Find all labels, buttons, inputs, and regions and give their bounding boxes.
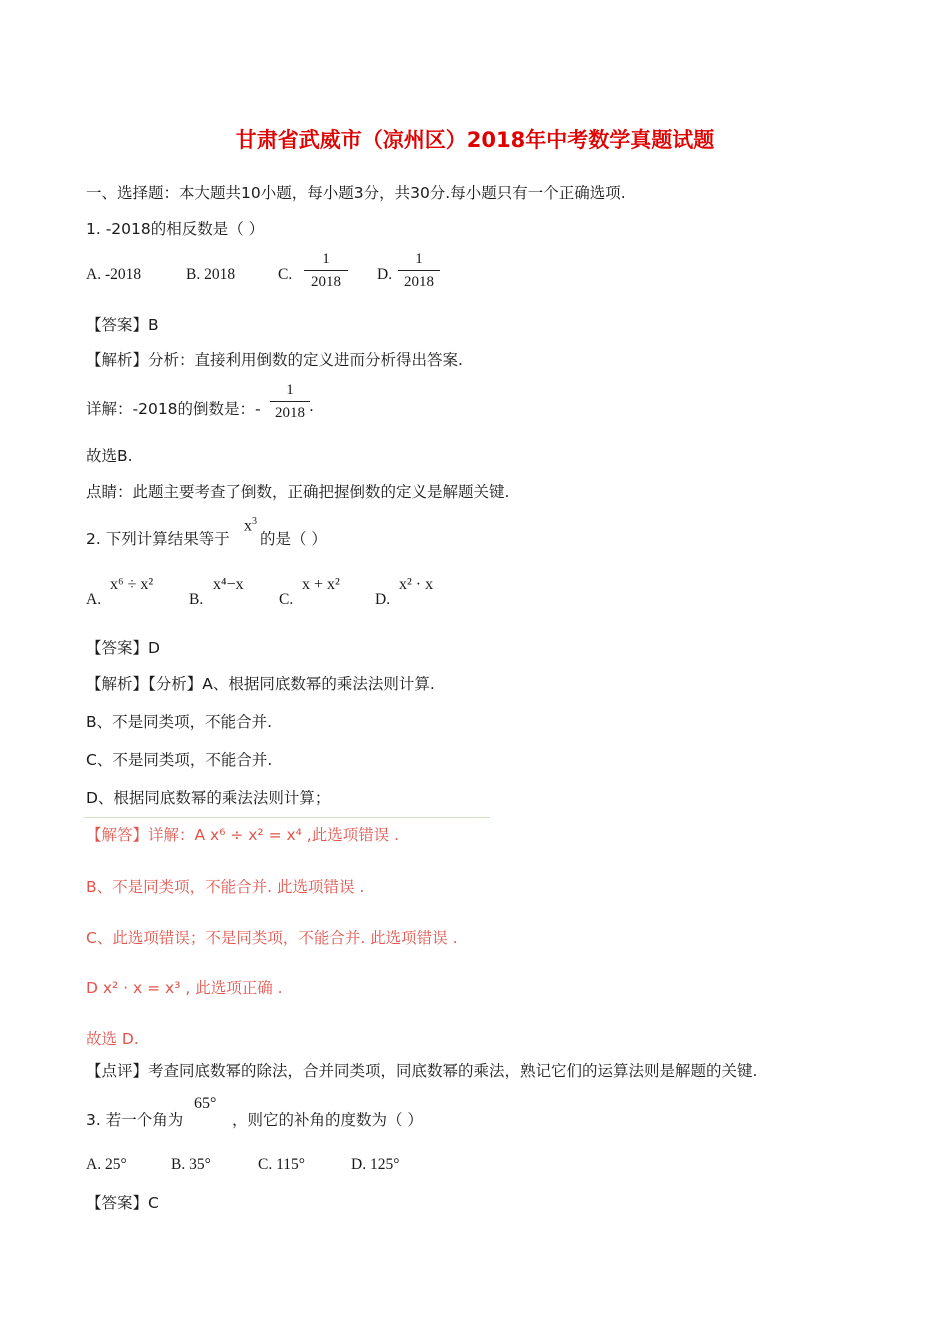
q3-answer: 【答案】C [86, 1194, 159, 1212]
q2-option-b-label: B. [189, 591, 204, 608]
q2-review: 【点评】考查同底数幂的除法，合并同类项，同底数幂的乘法，熟记它们的运算法则是解题的关键. [86, 1062, 758, 1080]
q3-option-b: B. 35° [171, 1156, 211, 1173]
q2-option-c-expr: x + x² [302, 576, 340, 593]
q3-option-d: D. 125° [351, 1156, 400, 1173]
q1-option-c-fraction: 1 2018 [304, 250, 348, 291]
q2-option-a-expr: x⁶ ÷ x² [110, 576, 154, 593]
q2-option-b-expr: x⁴−x [213, 576, 244, 593]
q1-detail: 详解：-2018的倒数是：- [86, 400, 261, 418]
q1-detail-fraction: 1 2018 [270, 381, 310, 422]
q2-analysis-4: D、根据同底数幂的乘法法则计算； [86, 789, 331, 807]
q2-solution-1: 【解答】详解：A x⁶ ÷ x² = x⁴ ,此选项错误 . [86, 826, 400, 844]
q2-solution-4: D x² · x = x³ , 此选项正确 . [86, 979, 283, 997]
question-1-stem: 1. -2018的相反数是（ ） [86, 220, 265, 238]
q1-answer: 【答案】B [86, 316, 159, 334]
q2-answer: 【答案】D [86, 639, 160, 657]
q2-analysis-1: 【解析】【分析】A、根据同底数幂的乘法法则计算. [86, 675, 435, 693]
q2-solution-5: 故选 D. [86, 1030, 139, 1048]
q1-option-a: A. -2018 [86, 266, 142, 283]
q2-solution-2: B、不是同类项，不能合并. 此选项错误 . [86, 878, 365, 896]
q3-angle: 65° [194, 1095, 217, 1112]
q1-analysis: 【解析】分析：直接利用倒数的定义进而分析得出答案. [86, 351, 463, 369]
q1-option-d-fraction: 1 2018 [398, 250, 440, 291]
q1-option-d: D. [377, 266, 393, 283]
q1-option-c: C. [278, 266, 293, 283]
question-3-stem: 3. 若一个角为 [86, 1111, 184, 1129]
q1-detail-period: . [309, 397, 314, 415]
q2-stem-suffix: 的是（ ） [260, 530, 327, 548]
q3-stem-suffix: ，则它的补角的度数为（ ） [232, 1111, 423, 1129]
q3-option-a: A. 25° [86, 1156, 127, 1173]
q2-option-d-label: D. [375, 591, 391, 608]
q2-option-a-label: A. [86, 591, 102, 608]
page-title: 甘肃省武威市（凉州区）2018年中考数学真题试题 [235, 128, 715, 152]
q1-comment: 点睛：此题主要考查了倒数，正确把握倒数的定义是解题关键. [86, 483, 510, 501]
q3-option-c: C. 115° [258, 1156, 305, 1173]
solution-divider [84, 817, 490, 818]
q1-choose: 故选B. [86, 447, 133, 465]
q1-option-b: B. 2018 [186, 266, 236, 283]
q2-solution-3: C、此选项错误；不是同类项，不能合并. 此选项错误 . [86, 929, 458, 947]
q2-stem-expression: $x^3$ [244, 516, 257, 535]
q2-option-c-label: C. [279, 591, 294, 608]
question-2-stem: 2. 下列计算结果等于 [86, 530, 230, 548]
section-heading: 一、选择题：本大题共10小题，每小题3分，共30分.每小题只有一个正确选项. [86, 184, 626, 202]
q2-analysis-2: B、不是同类项，不能合并. [86, 713, 273, 731]
q2-option-d-expr: x² · x [399, 576, 434, 593]
q2-analysis-3: C、不是同类项，不能合并. [86, 751, 273, 769]
